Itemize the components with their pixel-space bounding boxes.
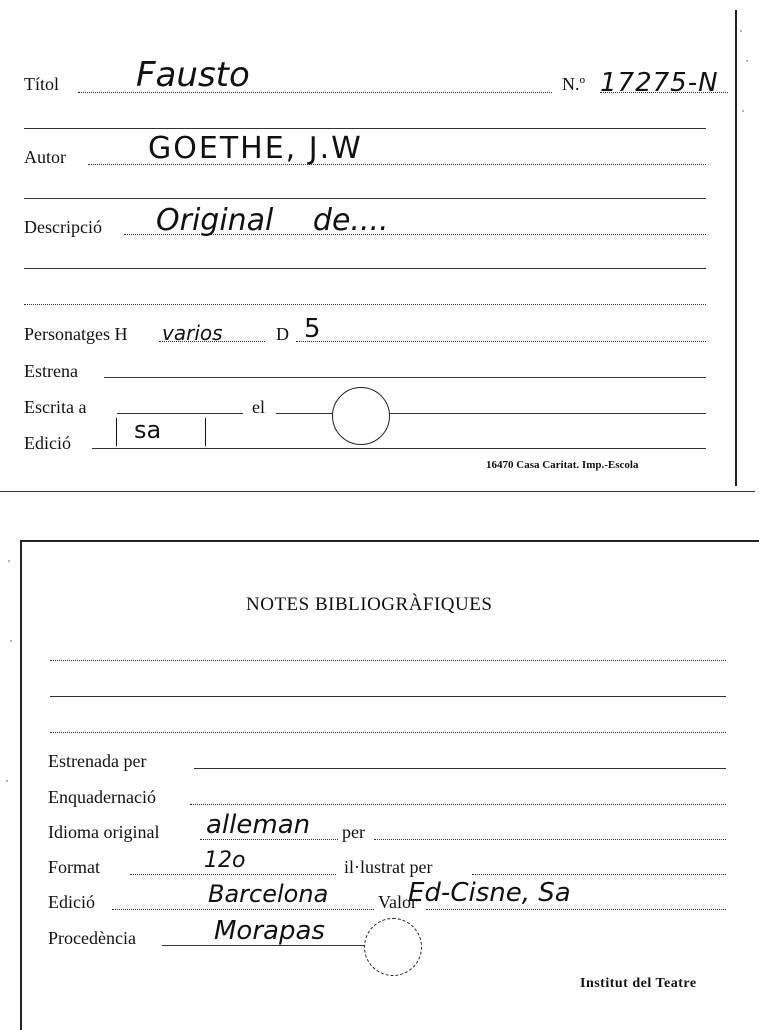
autor-value: GOETHE, J.W (148, 131, 363, 166)
valor-value: Ed-Cisne, Sa (408, 878, 571, 908)
scan-speck (8, 560, 10, 562)
escrita-line (117, 413, 243, 414)
escrita-el-label: el (252, 397, 265, 417)
idioma-value: alleman (206, 810, 311, 840)
scan-speck (746, 60, 748, 62)
descripcio-label: Descripció (24, 217, 102, 237)
personatges-label: Personatges H (24, 324, 128, 344)
procedencia-value: Morapas (214, 916, 325, 946)
illustrat-label: il·lustrat per (344, 857, 433, 877)
notes-heading: NOTES BIBLIOGRÀFIQUES (246, 594, 493, 615)
edicio-line-front (92, 448, 706, 449)
format-line (130, 874, 336, 875)
idioma-label: Idioma original (48, 822, 160, 842)
notes-line-1 (50, 660, 726, 661)
personatges-d-value: 5 (304, 314, 321, 344)
catalog-card-front (4, 10, 737, 486)
scan-speck (10, 640, 12, 642)
edicio-value-back: Barcelona (208, 880, 329, 908)
notes-line-2 (50, 696, 726, 697)
stamp-circle-back (364, 918, 422, 976)
autor-extra-line (24, 198, 706, 199)
enquadernacio-line (190, 804, 726, 805)
printer-imprint: 16470 Casa Caritat. Imp.-Escola (486, 459, 639, 471)
numero-value: 17275-N (600, 68, 719, 98)
idioma-per-line (374, 839, 726, 840)
enquadernacio-label: Enquadernació (48, 787, 156, 807)
edicio-label-front: Edició (24, 433, 71, 453)
institut-imprint: Institut del Teatre (580, 976, 697, 991)
scan-speck (740, 30, 742, 32)
scan-speck (6, 780, 8, 782)
notes-line-3 (50, 732, 726, 733)
escrita-label: Escrita a (24, 397, 87, 417)
catalog-card-back (20, 540, 759, 1030)
personatges-h-value: varios (162, 321, 223, 345)
personatges-d-label: D (276, 324, 289, 344)
estrenada-line (194, 768, 726, 769)
stamp-circle-front (332, 387, 390, 445)
estrena-label: Estrena (24, 361, 78, 381)
titol-value: Fausto (136, 55, 250, 95)
idioma-per-label: per (342, 822, 365, 842)
descripcio-line-2 (24, 268, 706, 269)
personatges-d-line (296, 341, 706, 342)
edicio-label-back: Edició (48, 892, 95, 912)
titol-label: Títol (24, 74, 59, 94)
illustrat-line (472, 874, 726, 875)
format-label: Format (48, 857, 100, 877)
titol-extra-line (24, 128, 706, 129)
edicio-value-front: sa (134, 416, 162, 444)
autor-label: Autor (24, 147, 66, 167)
edicio-line-back (112, 909, 374, 910)
estrena-line (104, 377, 706, 378)
valor-label: Valor (378, 892, 417, 912)
valor-line (426, 909, 726, 910)
numero-label: N.º (562, 74, 586, 94)
format-value: 12o (204, 848, 246, 873)
descripcio-line-3 (24, 304, 706, 305)
estrenada-label: Estrenada per (48, 751, 147, 771)
card-divider (0, 491, 755, 492)
descripcio-value: Original de.... (156, 203, 389, 238)
procedencia-label: Procedència (48, 928, 136, 948)
scan-speck (742, 110, 744, 112)
